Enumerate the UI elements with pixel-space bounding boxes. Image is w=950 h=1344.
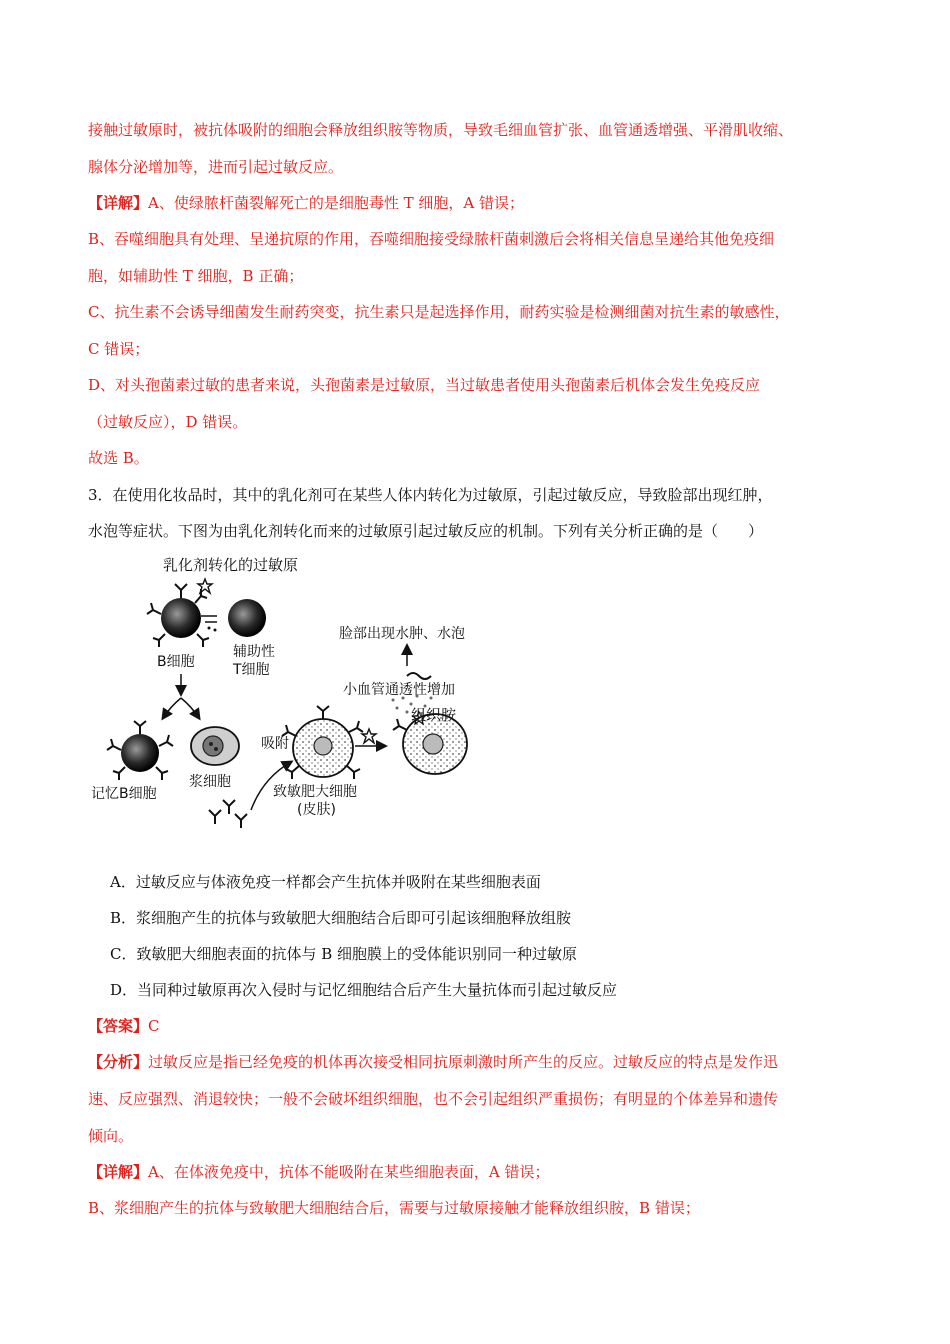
prev-detail-d-2: （过敏反应），D 错误。 [88,413,248,431]
answer-tag: 【答案】 [88,1017,149,1035]
analysis-line-1 [88,1052,778,1072]
figure-title: 乳化剂转化的过敏原 [163,556,299,574]
option-a: A．过敏反应与体液免疫一样都会产生抗体并吸附在某些细胞表面 [110,873,541,891]
b-cell-label: B细胞 [157,654,195,670]
question-stem-line-2: 水泡等症状。下图为由乳化剂转化而来的过敏原引起过敏反应的机制。下列有关分析正确的是（ ） [88,522,764,540]
helper-t-label-1: 辅助性 [233,644,275,660]
analysis-text-1: 过敏反应是指已经免疫的机体再次接受相同抗原刺激时所产生的反应。过敏反应的特点是发作迅 [148,1053,779,1071]
adsorb-label: 吸附 [261,736,289,752]
helper-t-label-2: T细胞 [233,662,270,678]
prev-detail-d-1: D、对头孢菌素过敏的患者来说，头孢菌素是过敏原，当过敏患者使用头孢菌素后机体会发生免疫反应 [88,376,761,394]
memory-b-label: 记忆B细胞 [91,786,157,802]
prev-conclusion: 故选 B。 [88,449,149,467]
antibody-cluster-icon [209,800,247,828]
cell-contact-icon [201,616,217,622]
prev-detail-b-1: B、吞噬细胞具有处理、呈递抗原的作用，吞噬细胞接受绿脓杆菌刺激后会将相关信息呈递给其他免疫细 [88,230,775,248]
arrow-left-branch-icon [163,698,181,718]
mast-cell-icon [282,706,363,779]
allergy-mechanism-figure [85,548,505,848]
allergen-star-2-icon [362,729,376,743]
arrow-right-branch-icon [181,698,199,718]
helper-t-cell-icon [228,599,266,637]
mast-cell-sublabel: (皮肤) [297,802,336,818]
capillary-icon [407,673,431,679]
mast-cell-label: 致敏肥大细胞 [273,784,357,800]
detail-a-text: A、使绿脓杆菌裂解死亡的是细胞毒性 T 细胞，A 错误； [148,194,524,212]
answer-value: C [148,1017,160,1035]
detail-line-a [88,1162,549,1182]
detail-tag-2: 【详解】 [88,1163,149,1181]
histamine-label: 组织胺 [411,706,457,724]
detail-line-b: B、浆细胞产生的抗体与致敏肥大细胞结合后，需要与过敏原接触才能释放组织胺，B 错误； [88,1199,700,1217]
prev-analysis-line-1: 接触过敏原时，被抗体吸附的细胞会释放组织胺等物质，导致毛细血管扩张、血管通透增强、平滑肌收缩、 [88,121,794,139]
plasma-cell-label: 浆细胞 [189,774,231,790]
option-c: C．致敏肥大细胞表面的抗体与 B 细胞膜上的受体能识别同一种过敏原 [110,945,578,963]
symptom-label: 脸部出现水肿、水泡 [339,626,465,642]
detail-tag: 【详解】 [88,194,149,212]
detail-a-text-2: A、在体液免疫中，抗体不能吸附在某些细胞表面，A 错误； [148,1163,550,1181]
analysis-line-3: 倾向。 [88,1127,134,1145]
prev-detail-a [88,193,524,213]
analysis-line-2: 速、反应强烈、消退较快；一般不会破坏组织细胞，也不会引起组织严重损伤；有明显的个体差异和遗传 [88,1090,779,1108]
prev-detail-b-2: 胞，如辅助性 T 细胞，B 正确； [88,267,304,285]
prev-analysis-line-2: 腺体分泌增加等，进而引起过敏反应。 [88,158,344,176]
option-d: D．当同种过敏原再次入侵时与记忆细胞结合后产生大量抗体而引起过敏反应 [110,981,618,999]
prev-detail-c-1: C、抗生素不会诱导细菌发生耐药突变，抗生素只是起选择作用，耐药实验是检测细菌对抗生素的敏感性， [88,303,790,321]
option-b: B．浆细胞产生的抗体与致敏肥大细胞结合后即可引起该细胞释放组胺 [110,909,572,927]
vessel-label: 小血管通透性增加 [343,682,455,698]
memory-b-cell-icon [107,721,173,780]
answer-line [88,1016,160,1036]
prev-detail-c-2: C 错误； [88,340,150,358]
analysis-tag: 【分析】 [88,1053,149,1071]
plasma-cell-icon [191,727,239,765]
question-stem-line-1: 3．在使用化妆品时，其中的乳化剂可在某些人体内转化为过敏原，引起过敏反应，导致脸部出现红肿， [88,486,773,504]
